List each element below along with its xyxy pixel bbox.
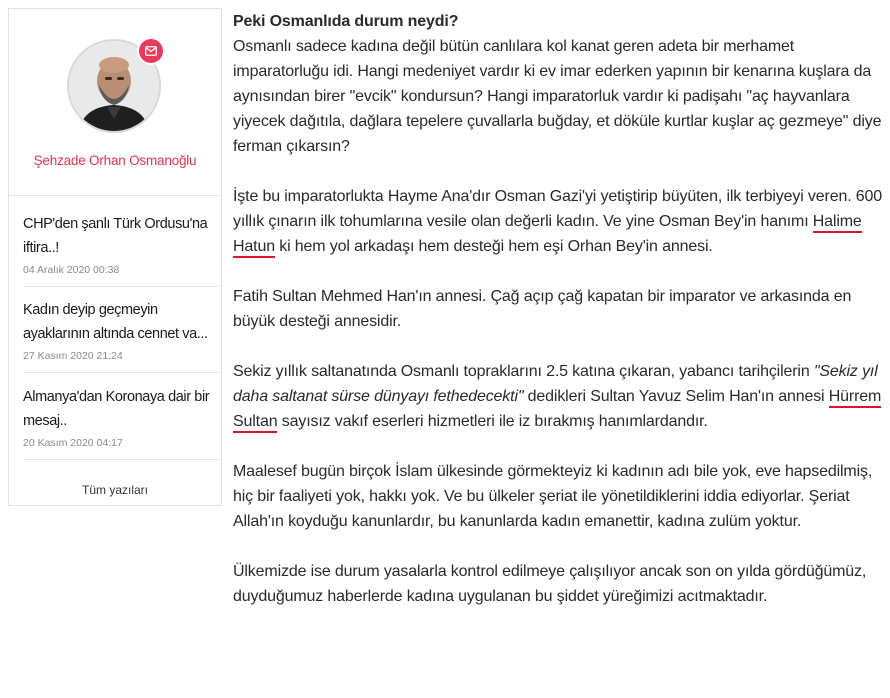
post-title-link[interactable]: CHP'den şanlı Türk Ordusu'na iftira..! <box>23 216 208 256</box>
post-title-link[interactable]: Almanya'dan Koronaya dair bir mesaj.. <box>23 389 210 429</box>
article-body <box>233 9 883 634</box>
recent-posts-list <box>9 196 221 460</box>
mail-button[interactable] <box>139 39 163 63</box>
list-item <box>23 196 221 287</box>
article-paragraph <box>233 359 883 434</box>
author-name-link[interactable]: Şehzade Orhan Osmanoğlu <box>33 153 197 168</box>
paragraph-text: Sekiz yıllık saltanatında Osmanlı topraklarını 2.5 katına çıkaran, yabancı tarihçilerin <box>233 363 814 380</box>
post-date: 04 Aralık 2020 00:38 <box>23 264 120 276</box>
mail-icon <box>145 46 157 56</box>
list-item <box>23 373 221 460</box>
all-posts-link[interactable]: Tüm yazıları <box>81 483 148 497</box>
hurrem-sultan-highlight: Hürrem Sultan <box>233 388 881 433</box>
paragraph-text: sayısız vakıf eserleri hizmetleri ile iz bırakmış hanımlardandır. <box>277 413 708 430</box>
halime-hatun-highlight: Halime Hatun <box>233 213 862 258</box>
post-title-link[interactable]: Kadın deyip geçmeyin ayaklarının altında cennet va... <box>23 302 208 342</box>
article-paragraph <box>233 184 883 259</box>
paragraph-text: ki hem yol arkadaşı hem desteği hem eşi Orhan Bey'in annesi. <box>274 238 713 255</box>
author-card <box>9 9 221 196</box>
list-item <box>23 287 221 373</box>
post-date: 20 Kasım 2020 04:17 <box>23 437 123 449</box>
article-subheading: Peki Osmanlıda durum neydi? <box>233 13 459 30</box>
article-paragraph: Fatih Sultan Mehmed Han'ın annesi. Çağ açıp çağ kapatan bir imparator ve arkasında en büyük desteği annesidir. <box>233 288 852 330</box>
article-paragraph: Maalesef bugün birçok İslam ülkesinde görmekteyiz ki kadının adı bile yok, eve hapsedilmiş, hiç bir faaliyeti yok, hakkı yok. Ve bu ülkeler şeriat ile yönetildiklerini iddia ediyorlar. Şeriat Allah'ın koyduğu kanunlardır, bu kanunlarda kadın emanettir, kadına zulüm yoktur. <box>233 463 873 530</box>
paragraph-text: dedikleri Sultan Yavuz Selim Han'ın annesi <box>523 388 829 405</box>
author-sidebar <box>8 8 222 506</box>
italic-quote: "Sekiz yıl daha saltanat sürse dünyayı fethedecekti" <box>233 363 878 405</box>
post-date: 27 Kasım 2020 21:24 <box>23 350 123 362</box>
article-paragraph: Ülkemizde ise durum yasalarla kontrol edilmeye çalışılıyor ancak son on yılda gördüğümüz, duyduğumuz haberlerde kadına uygulanan bu şiddet yüreğimizi acıtmaktadır. <box>233 563 867 605</box>
paragraph-text: İşte bu imparatorlukta Hayme Ana'dır Osman Gazi'yi yetiştirip büyüten, ilk terbiyeyi veren. 600 yıllık çınarın ilk tohumlarına vesile olan değerli kadın. Ve yine Osman Bey'in hanımı <box>233 188 883 230</box>
article-paragraph: Osmanlı sadece kadına değil bütün canlılara kol kanat geren adeta bir merhamet imparatorluğu idi. Hangi medeniyet vardır ki ev imar ederken yapının bir kenarına kuşlara da aynısından birer "evcik" kondursun? Hangi imparatorluk vardır ki padişahı "aç hayvanlara yiyecek dağıtıla, dağlara tepelere çuvallarla buğday, et döküle kurtlar kuşlar aç gezmeye" diye ferman çıkarsın? <box>233 38 882 155</box>
